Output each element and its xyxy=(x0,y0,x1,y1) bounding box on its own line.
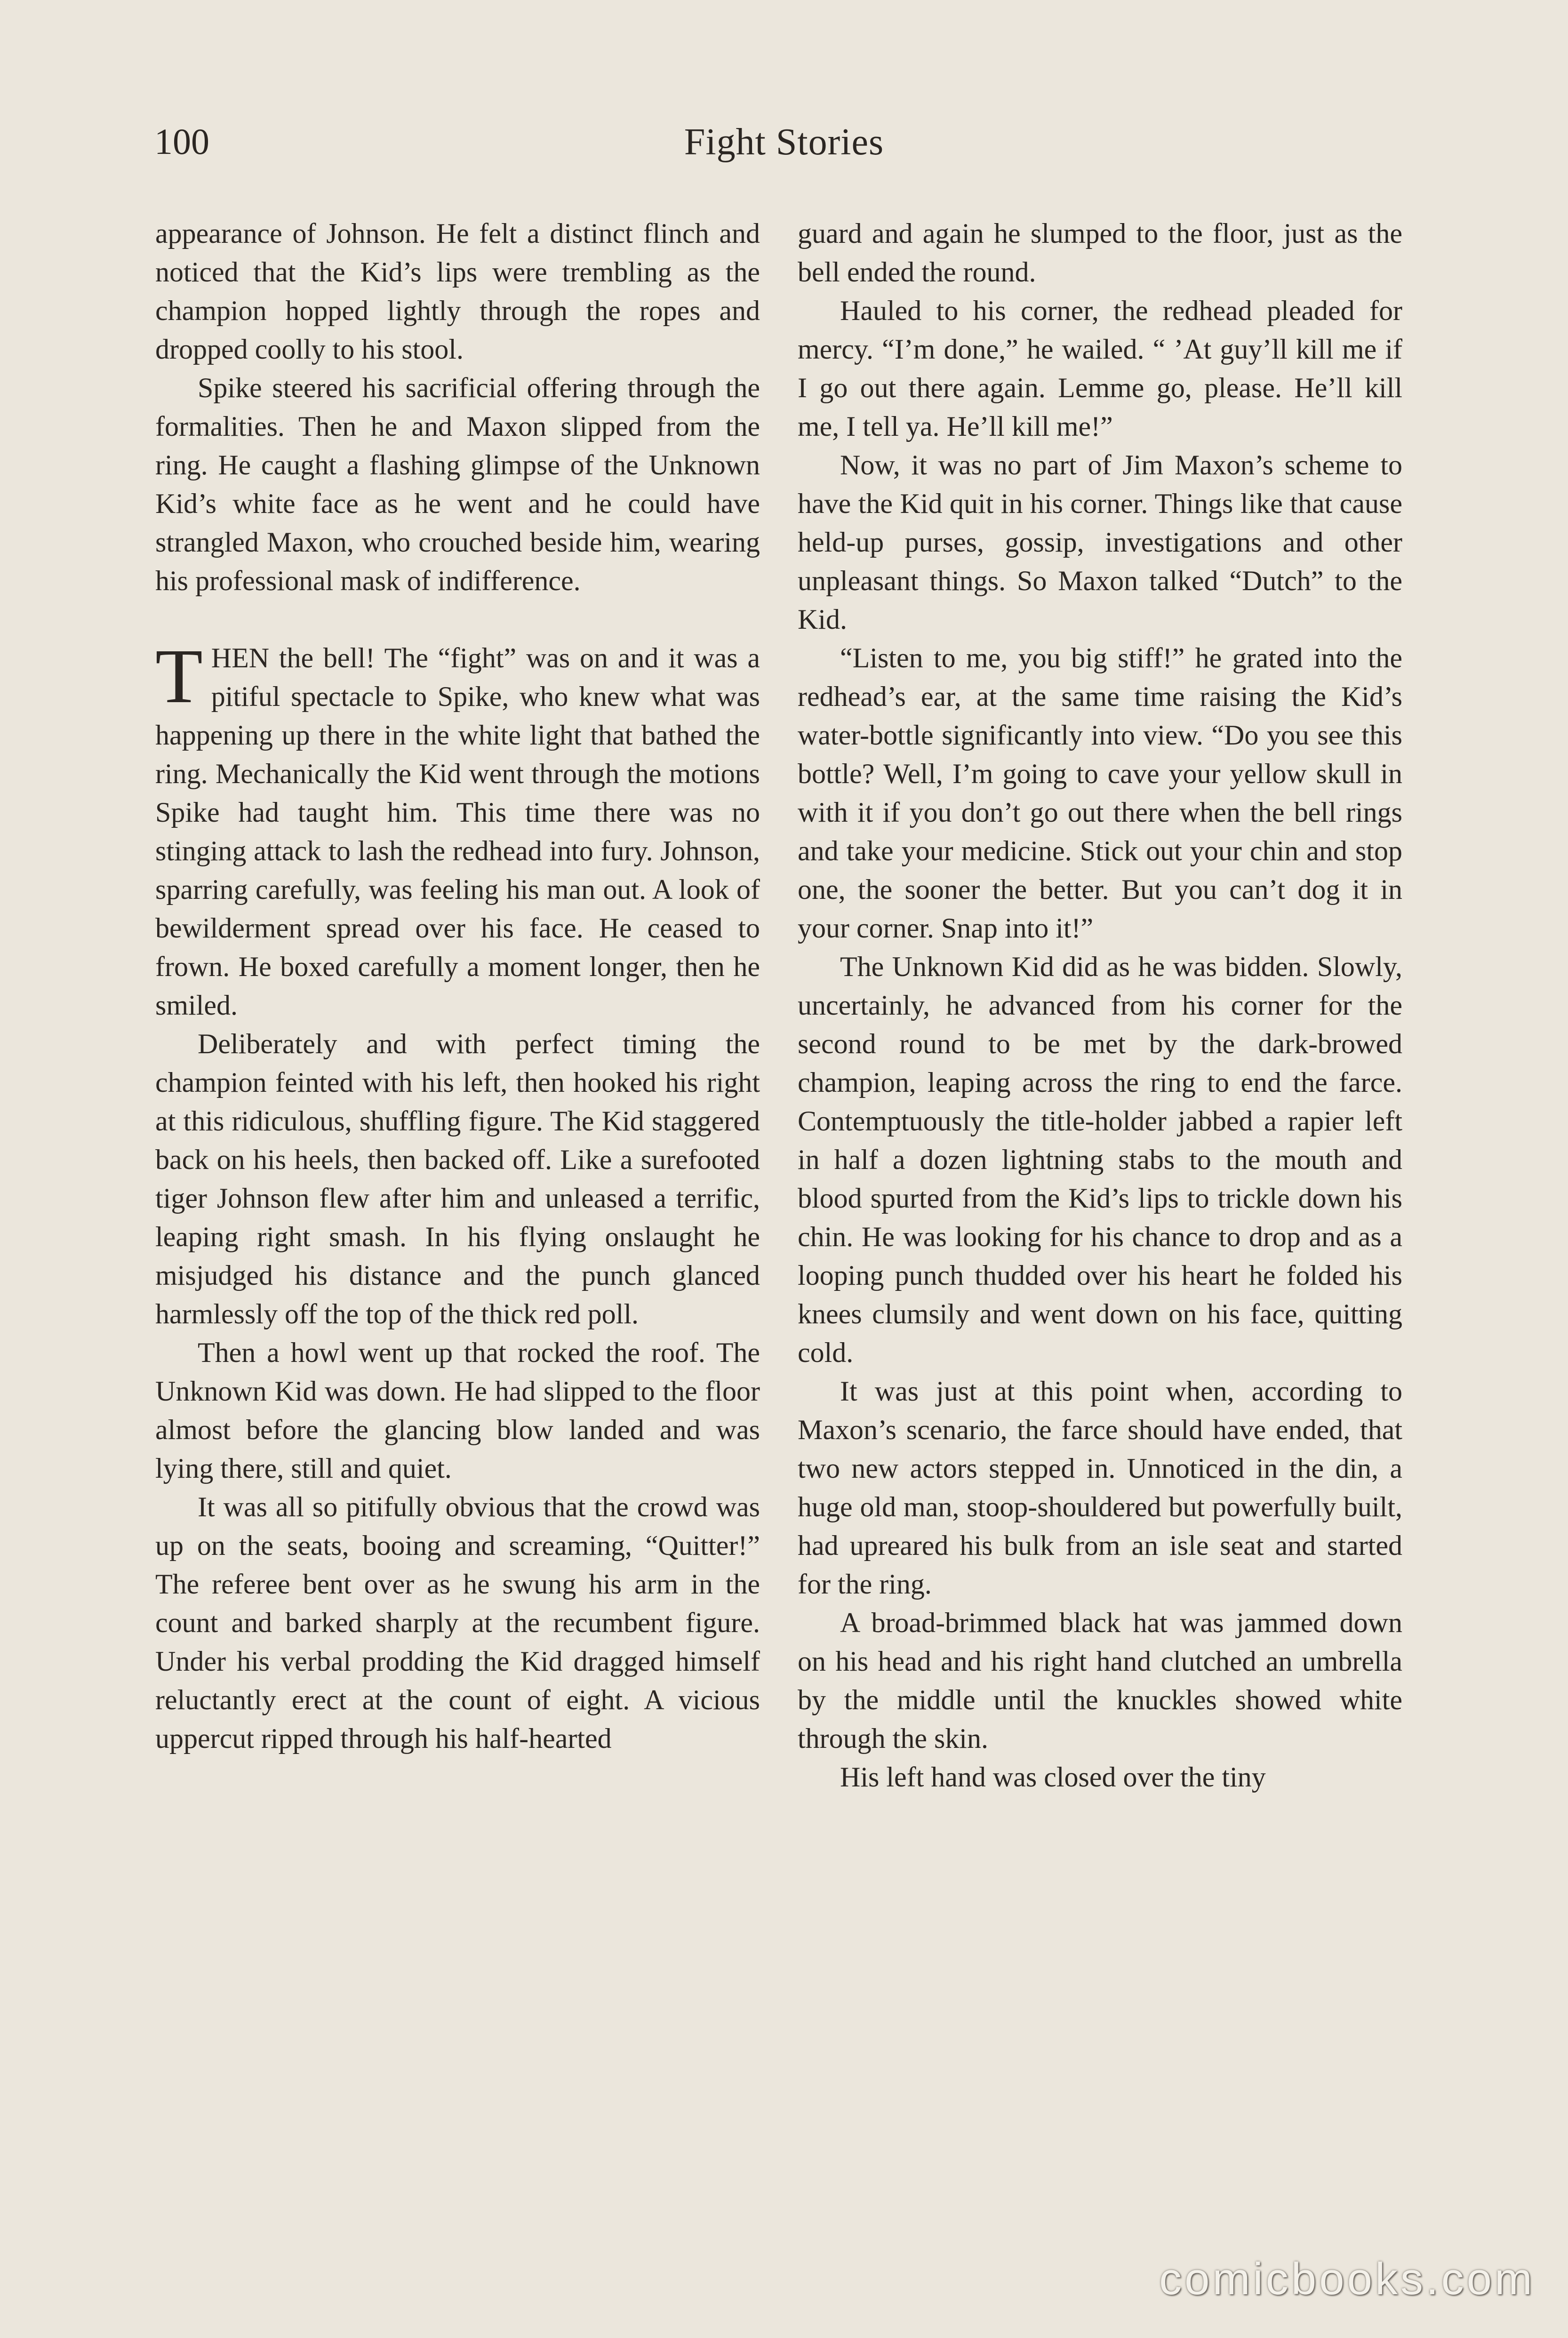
paragraph: “Listen to me, you big stiff!” he grated into the redhead’s ear, at the same time raising the Kid’s water-bottle significantly into view. “Do you see this bottle? Well, I’m going to cave your yellow skull in with it if you don’t go out there when the bell rings and take your medicine. Stick out your chin and stop one, the sooner the better. But you can’t dog it in your corner. Snap into it!” xyxy=(798,642,1402,944)
section-paragraph xyxy=(155,633,760,1025)
paragraph: A broad-brimmed black hat was jammed down on his head and his right hand clutched an umbrella by the middle until the knuckles showed white through the skin. xyxy=(798,1607,1402,1754)
right-column xyxy=(798,214,1402,1796)
paragraph: appearance of Johnson. He felt a distinct flinch and noticed that the Kid’s lips were trembling as the champion hopped lightly through the ropes and dropped coolly to his stool. xyxy=(155,218,760,365)
paragraph-text: HEN the bell! The “fight” was on and it was a pitiful spectacle to Spike, who knew what was happening up there in the white light that bathed the ring. Mechanically the Kid went through the motions Spike had taught him. This time there was no stinging attack to lash the redhead into fury. Johnson, sparring carefully, was feeling his man out. A look of bewilderment spread over his face. He ceased to frown. He boxed carefully a moment longer, then he smiled. xyxy=(155,642,760,1021)
paragraph: The Unknown Kid did as he was bidden. Slowly, uncertainly, he advanced from his corner for the second round to be met by the dark-browed champion, leaping across the ring to end the farce. Contemptuously the title-holder jabbed a rapier left in half a dozen lightning stabs to the mouth and blood spurted from the Kid’s lips to trickle down his chin. He was looking for his chance to drop and as a looping punch thudded over his heart he folded his knees clumsily and went down on his face, quitting cold. xyxy=(798,951,1402,1368)
drop-cap: T xyxy=(155,633,203,719)
paragraph: Hauled to his corner, the redhead pleaded for mercy. “I’m done,” he wailed. “ ’At guy’ll kill me if I go out there again. Lemme go, please. He’ll kill me, I tell ya. He’ll kill me!” xyxy=(798,295,1402,442)
paragraph: His left hand was closed over the tiny xyxy=(840,1762,1266,1793)
paragraph: Deliberately and with perfect timing the champion feinted with his left, then hooked his right at this ridiculous, shuffling figure. The Kid staggered back on his heels, then backed off. Like a surefooted tiger Johnson flew after him and unleased a terrific, leaping right smash. In his flying onslaught he misjudged his distance and the punch glanced harmlessly off the top of the thick red poll. xyxy=(155,1028,760,1329)
paragraph: guard and again he slumped to the floor, just as the bell ended the round. xyxy=(798,218,1402,288)
paragraph: Spike steered his sacrificial offering through the formalities. Then he and Maxon slipped from the ring. He caught a flashing glimpse of the Unknown Kid’s white face as he went and he could have strangled Maxon, who crouched beside him, wearing his professional mask of indifference. xyxy=(155,372,760,596)
paragraph: Then a howl went up that rocked the roof. The Unknown Kid was down. He had slipped to the floor almost before the glancing blow landed and was lying there, still and quiet. xyxy=(155,1337,760,1484)
site-watermark: comicbooks.com xyxy=(1159,2254,1535,2304)
running-head-title: Fight Stories xyxy=(684,121,884,163)
paragraph: Now, it was no part of Jim Maxon’s scheme to have the Kid quit in his corner. Things like that cause held-up purses, gossip, investigations and other unpleasant things. So Maxon talked “Dutch” to the Kid. xyxy=(798,449,1402,635)
page-number: 100 xyxy=(154,121,209,162)
paragraph: It was all so pitifully obvious that the crowd was up on the seats, booing and screaming, “Quitter!” The referee bent over as he swung his arm in the count and barked sharply at the recumbent figure. Under his verbal prodding the Kid dragged himself reluctantly erect at the count of eight. A vicious uppercut ripped through his half-hearted xyxy=(155,1491,760,1754)
paragraph: It was just at this point when, according to Maxon’s scenario, the farce should have ended, that two new actors stepped in. Unnoticed in the din, a huge old man, stoop-shouldered but powerfully built, had upreared his bulk from an isle seat and started for the ring. xyxy=(798,1376,1402,1600)
left-column xyxy=(155,214,760,1758)
